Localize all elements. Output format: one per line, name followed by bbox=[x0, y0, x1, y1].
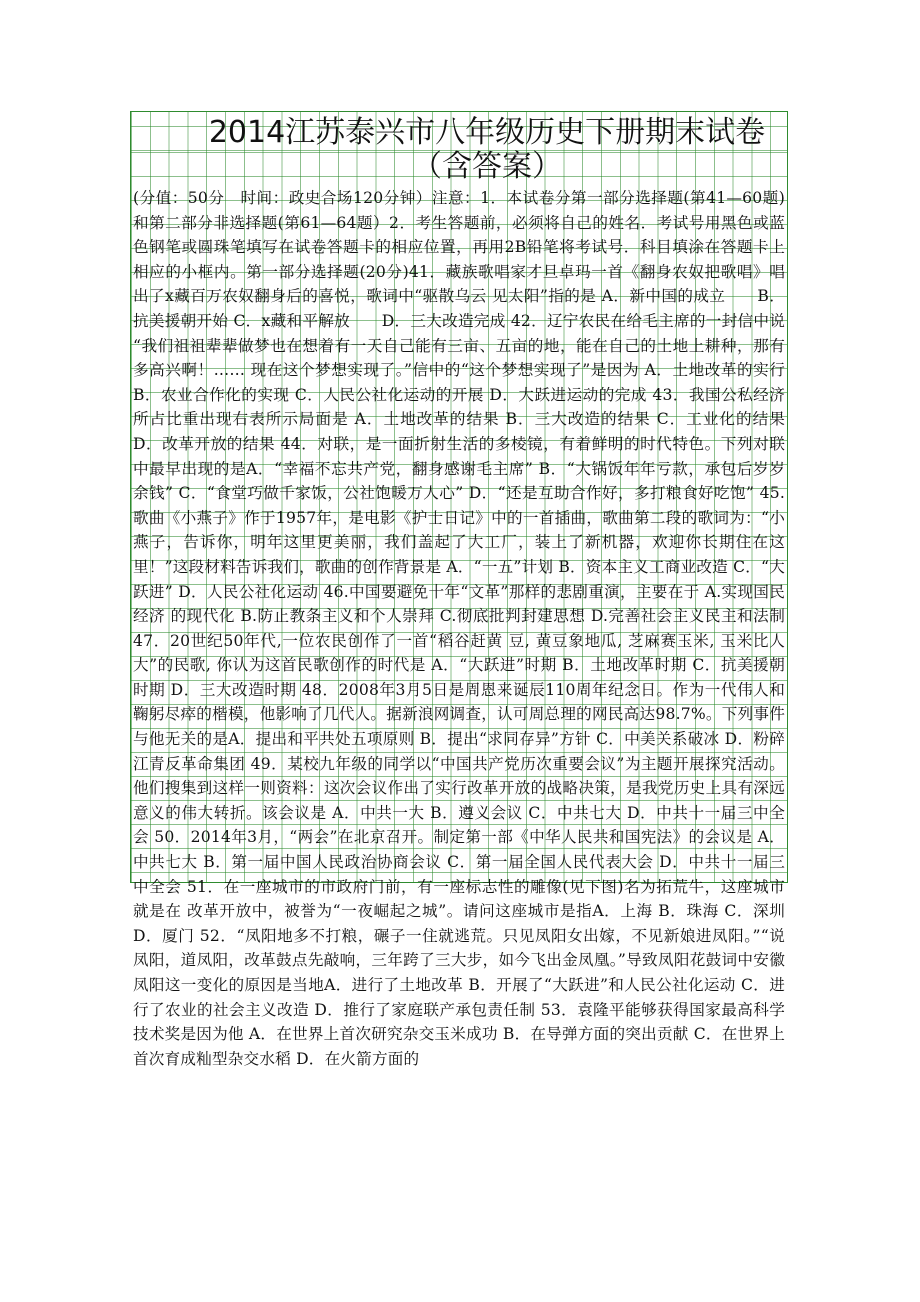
document-title: 2014江苏泰兴市八年级历史下册期末试卷（含答案） bbox=[208, 115, 766, 184]
document-body: (分值：50分 时间：政史合场120分钟）注意：1．本试卷分第一部分选择题(第41—60题)和第二部分非选择题(第61—64题）2．考生答题前，必须将自己的姓名．考试号用黑色或蓝色钢笔或圆珠笔填写在试卷答题卡的相应位置，再用2B铅笔将考试号．科目填涂在答题卡上相应的小框内。第一部分选择题(20分)41．藏族歌唱家才旦卓玛一首《翻身农奴把歌唱》唱出了x藏百万农奴翻身后的喜悦，歌词中“驱散乌云 见太阳”指的是 A．新中国的成立 B．抗美援朝开始 C．x藏和平解放 D．三大改造完成 42．辽宁农民在给毛主席的一封信中说 “我们祖祖辈辈做梦也在想着有一天自己能有三亩、五亩的地，能在自己的土地上耕种，那有多高兴啊！…… 现在这个梦想实现了。”信中的“这个梦想实现了”是因为 A．土地改革的实行 B．农业合作化的实现 C．人民公社化运动的开展 D．大跃进运动的完成 43．我国公私经济所占比重出现右表所示局面是 A．土地改革的结果 B．三大改造的结果 C．工业化的结果 D．改革开放的结果 44．对联，是一面折射生活的多棱镜，有着鲜明的时代特色。下列对联中最早出现的是A．“幸福不忘共产党，翻身感谢毛主席” B．“大锅饭年年亏款，承包后岁岁余钱” C．“食堂巧做千家饭，公社饱暖万人心” D．“还是互助合作好，多打粮食好吃饱” 45.歌曲《小燕子》作于1957年，是电影《护士日记》中的一首插曲，歌曲第二段的歌词为：“小燕子，告诉你，明年这里更美丽，我们盖起了大工厂，装上了新机器，欢迎你长期住在这里！”这段材料告诉我们，歌曲的创作背景是 A．“一五”计划 B．资本主义工商业改造 C．“大跃进” D．人民公社化运动 46.中国要避免十年“文革”那样的悲剧重演，主要在于 A.实现国民经济 的现代化 B.防止教条主义和个人崇拜 C.彻底批判封建思想 D.完善社会主义民主和法制 47．20世纪50年代,一位农民创作了一首“稻谷赶黄 豆, 黄豆象地瓜, 芝麻赛玉米, 玉米比人 大”的民歌, 你认为这首民歌创作的时代是 A．“大跃进”时期 B．土地改革时期 C．抗美援朝时期 D．三大改造时期 48．2008年3月5日是周恩来诞辰110周年纪念日。作为一代伟人和鞠躬尽瘁的楷模，他影响了几代人。据新浪网调查，认可周总理的网民高达98.7%。下列事件与他无关的是A．提出和平共处五项原则 B．提出“求同存异”方针 C．中美关系破冰 D．粉碎江青反革命集团 49．某校九年级的同学以“中国共产党历次重要会议”为主题开展探究活动。他们搜集到这样一则资料：这次会议作出了实行改革开放的战略决策，是我党历史上具有深远意义的伟大转折。该会议是 A．中共一大 B．遵义会议 C．中共七大 D．中共十一届三中全会 50．2014年3月，“两会”在北京召开。制定第一部《中华人民共和国宪法》的会议是 A．中共七大 B．第一届中国人民政治协商会议 C．第一届全国人民代表大会 D．中共十一届三中全会 51．在一座城市的市政府门前，有一座标志性的雕像(见下图)名为拓荒牛，这座城市就是在 改革开放中，被誉为“一夜崛起之城”。请问这座城市是指A．上海 B．珠海 C．深圳 D．厦门 52．“凤阳地多不打粮，碾子一住就逃荒。只见凤阳女出嫁，不见新娘进凤阳。”“说凤阳，道凤阳，改革鼓点先敲响，三年跨了三大步，如今飞出金凤凰。”导致凤阳花鼓词中安徽凤阳这一变化的原因是当地A．进行了土地改革 B．开展了“大跃进”和人民公社化运动 C．进行了农业的社会主义改造 D．推行了家庭联产承包责任制 53．袁隆平能够获得国家最高科学技术奖是因为他 A．在世界上首次研究杂交玉米成功 B．在导弹方面的突出贡献 C．在世界上首次育成籼型杂交水稻 D．在火箭方面的 bbox=[133, 189, 785, 1068]
exam-page bbox=[130, 111, 788, 1068]
